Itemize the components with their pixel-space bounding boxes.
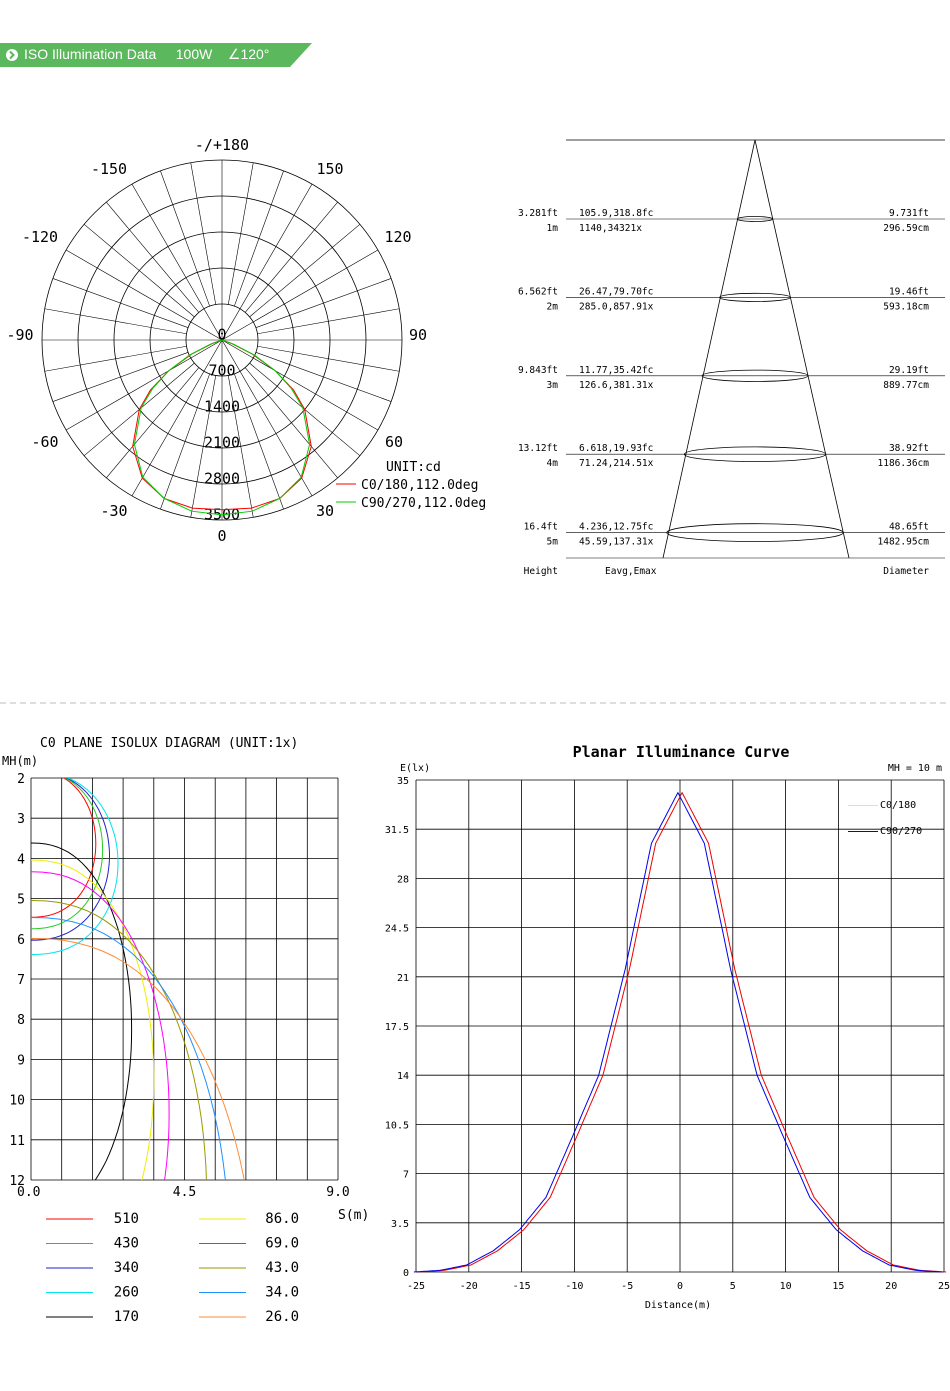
polar-legend-label: C0/180,112.0deg <box>361 478 479 493</box>
isolux-legend-label: 430 <box>113 1235 139 1252</box>
cone-height-m: 4m <box>546 458 558 470</box>
curve-x-tick: 15 <box>832 1281 845 1292</box>
polar-spoke <box>191 163 216 305</box>
isolux-y-tick: 3 <box>17 812 25 828</box>
illuminance-chart <box>385 743 950 1311</box>
cone-height-ft: 6.562ft <box>517 286 558 298</box>
isolux-y-tick: 10 <box>9 1093 25 1109</box>
cone-height-m: 5m <box>546 536 558 548</box>
header-angle: ∠120° <box>227 46 270 62</box>
curve-y-tick: 31.5 <box>384 825 409 837</box>
polar-angle-label: -150 <box>90 160 128 178</box>
isolux-y-tick: 5 <box>17 892 25 908</box>
curve-x-tick: 0 <box>676 1281 684 1292</box>
curve-x-tick: 25 <box>937 1281 950 1292</box>
cone-height-m: 1m <box>546 223 558 234</box>
isolux-legend-label: 69.0 <box>265 1235 299 1252</box>
polar-angle-label: -120 <box>21 228 59 246</box>
polar-spoke <box>228 163 253 305</box>
curve-y-tick: 10.5 <box>384 1120 409 1132</box>
cone-edge-right <box>755 140 849 558</box>
curve-y-tick: 3.5 <box>390 1218 409 1230</box>
polar-spoke <box>245 202 338 312</box>
isolux-contour <box>31 938 256 1200</box>
isolux-y-tick: 2 <box>17 772 25 787</box>
cone-fc-values: 11.77,35.42fc <box>579 364 654 376</box>
cone-footer-height: Height <box>523 566 558 577</box>
cone-height-ft: 13.12ft <box>517 443 558 455</box>
polar-spoke <box>53 352 188 401</box>
isolux-legend-label: 260 <box>113 1284 139 1301</box>
curve-series-line <box>418 793 946 1272</box>
isolux-legend-label: 340 <box>113 1260 139 1276</box>
cone-diameter-ft: 9.731ft <box>888 208 929 219</box>
isolux-contours <box>31 770 256 1200</box>
isolux-legend-label: 43.0 <box>265 1260 299 1276</box>
curve-y-tick: 14 <box>396 1071 409 1083</box>
isolux-x-tick: 0.0 <box>17 1185 41 1200</box>
cone-diameter-cm: 1186.36cm <box>877 458 929 470</box>
curve-x-tick: -15 <box>512 1281 531 1292</box>
cone-lx-values: 71.24,214.51x <box>579 458 654 470</box>
cone-lx-values: 1140,34321x <box>579 223 642 234</box>
isolux-y-tick: 4 <box>17 852 25 868</box>
cone-fc-values: 26.47,79.70fc <box>579 286 654 298</box>
cone-height-ft: 3.281ft <box>517 208 558 219</box>
polar-spoke <box>234 171 283 306</box>
curve-x-tick: 10 <box>779 1281 792 1292</box>
cone-height-ft: 9.843ft <box>517 364 558 376</box>
polar-angle-label: 90 <box>408 326 428 344</box>
curve-xlabel: Distance(m) <box>644 1300 712 1311</box>
curve-y-tick: 21 <box>396 972 409 984</box>
curve-y-tick: 24.5 <box>384 923 409 935</box>
polar-angle-label: -60 <box>31 433 59 451</box>
polar-spoke <box>256 278 391 327</box>
curve-legend-label: C0/180 <box>880 800 917 811</box>
polar-spoke <box>245 368 338 478</box>
curve-y-tick: 0 <box>402 1268 409 1279</box>
polar-radial-tick: 2800 <box>203 469 241 488</box>
isolux-y-tick: 7 <box>17 973 25 988</box>
curve-legend-label: C90/270 <box>880 826 923 837</box>
cone-diameter-cm: 593.18cm <box>883 301 929 313</box>
cone-lx-values: 45.59,137.31x <box>579 536 654 548</box>
curve-x-tick: 20 <box>885 1281 898 1292</box>
isolux-ylabel: MH(m) <box>2 754 39 768</box>
polar-radial-tick: 2100 <box>203 433 241 452</box>
polar-radial-tick: 700 <box>208 361 236 380</box>
curve-series-line <box>414 793 942 1272</box>
cone-diameter-cm: 296.59cm <box>883 223 929 234</box>
cone-diameter-ft: 48.65ft <box>888 521 929 533</box>
isolux-contour <box>31 918 229 1201</box>
isolux-y-tick: 11 <box>9 1133 25 1149</box>
cone-fc-values: 6.618,19.93fc <box>579 443 654 455</box>
polar-radial-tick: 3500 <box>203 505 241 524</box>
polar-spoke <box>53 278 188 327</box>
isolux-x-tick: 4.5 <box>172 1185 197 1200</box>
polar-spoke <box>106 202 199 312</box>
isolux-x-tick: 9.0 <box>326 1185 350 1200</box>
isolux-contour <box>31 901 207 1201</box>
polar-radial-tick: 1400 <box>203 397 241 416</box>
polar-spoke <box>160 171 209 306</box>
polar-legend-label: C90/270,112.0deg <box>361 496 487 511</box>
cone-chart <box>518 140 945 577</box>
cone-fc-values: 4.236,12.75fc <box>579 521 654 533</box>
polar-unit-label: UNIT:cd <box>386 460 441 475</box>
isolux-y-tick: 12 <box>9 1174 25 1189</box>
isolux-title: C0 PLANE ISOLUX DIAGRAM (UNIT:1x) <box>40 736 299 751</box>
polar-spoke <box>257 346 399 371</box>
isolux-xlabel: S(m) <box>338 1208 370 1223</box>
polar-angle-label: 120 <box>384 228 412 246</box>
isolux-y-tick: 6 <box>17 932 25 948</box>
polar-spoke <box>45 346 187 371</box>
isolux-y-tick: 9 <box>17 1053 25 1069</box>
polar-spoke <box>106 368 199 478</box>
polar-spoke <box>256 352 391 401</box>
polar-spoke <box>160 374 209 509</box>
isolux-y-tick: 8 <box>17 1013 25 1029</box>
polar-spoke <box>257 309 399 334</box>
polar-angle-label: 0 <box>217 527 227 545</box>
isolux-legend-label: 510 <box>113 1211 139 1227</box>
curve-y-tick: 17.5 <box>384 1022 409 1033</box>
polar-spoke <box>84 224 194 317</box>
curve-x-tick: -20 <box>459 1281 478 1292</box>
header-power: 100W <box>175 46 213 62</box>
cone-height-m: 2m <box>546 301 558 313</box>
isolux-legend-label: 86.0 <box>265 1211 299 1227</box>
isolux-legend-label: 34.0 <box>265 1284 299 1301</box>
curve-y-tick: 7 <box>402 1169 409 1181</box>
cone-diameter-ft: 19.46ft <box>888 286 929 298</box>
polar-angle-label: -30 <box>100 502 128 520</box>
polar-angle-label: 150 <box>316 160 344 178</box>
curve-y-tick: 28 <box>396 874 409 886</box>
cone-lx-values: 126.6,381.31x <box>579 379 654 391</box>
curve-x-tick: -5 <box>621 1281 634 1292</box>
polar-chart <box>6 136 486 545</box>
cone-footer-diameter: Diameter <box>883 566 929 577</box>
curve-note: MH = 10 m <box>887 763 942 774</box>
isolux-contour <box>31 843 132 1200</box>
polar-spoke <box>45 309 187 334</box>
cone-height-m: 3m <box>546 379 558 391</box>
cone-diameter-cm: 889.77cm <box>883 379 929 391</box>
curve-title: Planar Illuminance Curve <box>572 743 790 761</box>
isolux-contour <box>31 771 110 940</box>
curve-x-tick: 5 <box>729 1281 736 1292</box>
curve-x-tick: -10 <box>565 1281 584 1292</box>
cone-diameter-ft: 29.19ft <box>888 364 929 376</box>
cone-fc-values: 105.9,318.8fc <box>579 208 654 219</box>
cone-diameter-cm: 1482.95cm <box>877 536 929 548</box>
polar-angle-label: -90 <box>6 326 34 344</box>
curve-ylabel: E(lx) <box>400 763 431 774</box>
curve-y-tick: 35 <box>396 776 409 787</box>
isolux-legend-label: 170 <box>113 1309 139 1325</box>
polar-angle-label: 30 <box>315 502 335 520</box>
polar-angle-label: 60 <box>384 433 404 451</box>
cone-lx-values: 285.0,857.91x <box>579 301 654 313</box>
cone-height-ft: 16.4ft <box>523 521 558 533</box>
curve-x-tick: -25 <box>406 1281 426 1292</box>
polar-spoke <box>250 224 360 317</box>
cone-diameter-ft: 38.92ft <box>888 443 929 455</box>
polar-radial-tick: 0 <box>217 325 227 344</box>
polar-angle-label: -/+180 <box>194 136 250 154</box>
polar-spoke <box>234 374 283 509</box>
cone-footer-eavg: Eavg,Emax <box>605 566 657 577</box>
cone-edge-left <box>663 140 755 558</box>
header-title: ISO Illumination Data <box>24 46 157 62</box>
isolux-contour <box>31 772 118 955</box>
isolux-legend-label: 26.0 <box>265 1309 299 1325</box>
isolux-chart <box>2 736 369 1325</box>
